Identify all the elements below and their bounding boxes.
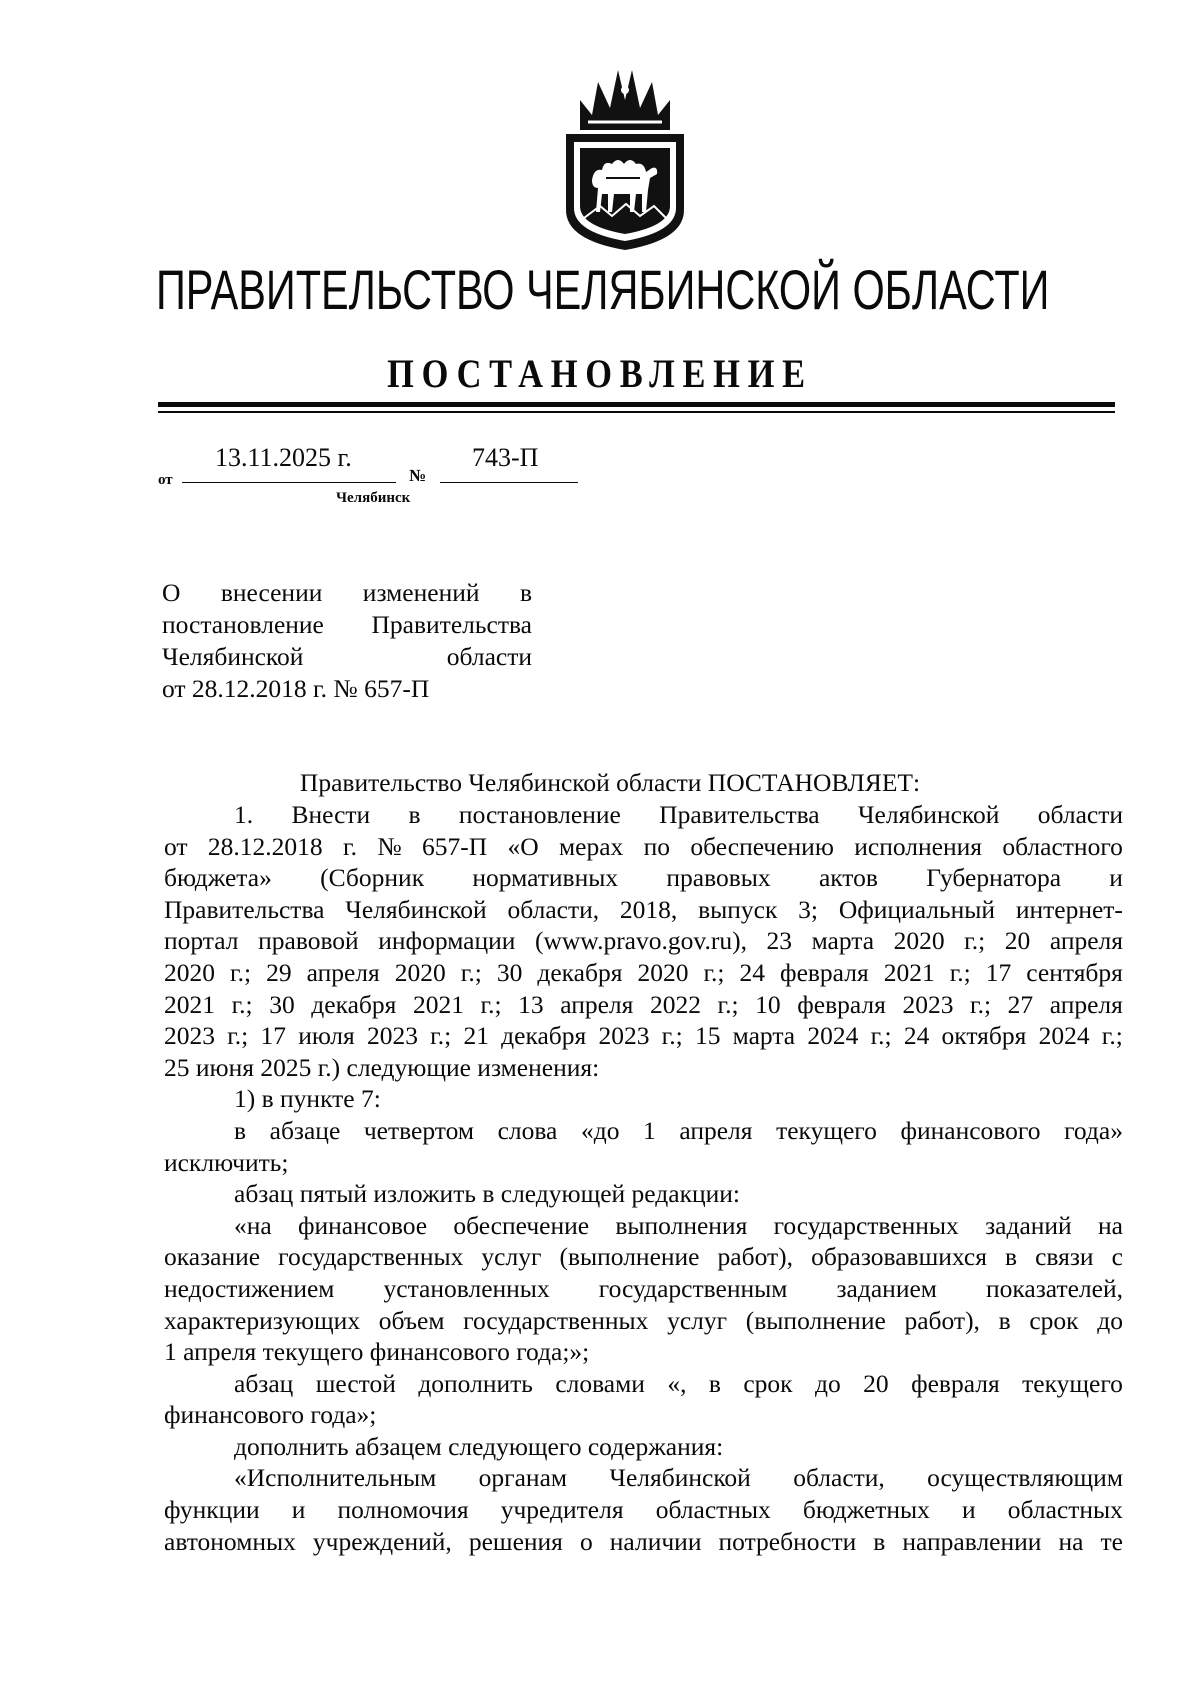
body-word: на bbox=[1097, 1210, 1123, 1240]
body-line-text: исключить; bbox=[164, 1147, 289, 1177]
body-word: апреля bbox=[679, 1115, 753, 1145]
body-word: г.; bbox=[1101, 1021, 1123, 1051]
body-word: апреля bbox=[1049, 926, 1123, 956]
body-line bbox=[164, 1494, 1123, 1526]
body-word: Челябинской bbox=[609, 1463, 751, 1493]
document-city: Челябинск bbox=[336, 490, 411, 506]
body-word: декабря bbox=[311, 989, 397, 1019]
body-word: постановление bbox=[458, 800, 621, 829]
body-word: связи bbox=[1035, 1242, 1094, 1272]
body-word: показателей, bbox=[986, 1273, 1123, 1303]
header-divider-thin bbox=[158, 411, 1115, 413]
subject-line bbox=[162, 641, 532, 673]
body-word: апреля bbox=[306, 957, 380, 987]
body-line-text: 1) в пункте 7: bbox=[234, 1084, 381, 1114]
body-word: выполнения bbox=[615, 1210, 748, 1240]
body-word: 17 bbox=[260, 1021, 286, 1051]
body-word: потребности bbox=[718, 1526, 857, 1556]
subject-word: внесении bbox=[220, 578, 323, 607]
body-word: слова bbox=[497, 1115, 558, 1145]
body-line bbox=[164, 1147, 1123, 1179]
body-word: оказание bbox=[164, 1242, 261, 1272]
body-word: четвертом bbox=[363, 1115, 474, 1145]
body-word: нормативных bbox=[472, 863, 619, 893]
body-word: (www.pravo.gov.ru), bbox=[534, 926, 747, 956]
body-word: (выполнение bbox=[745, 1305, 886, 1335]
body-word: полномочия bbox=[337, 1495, 469, 1525]
body-line bbox=[164, 1368, 1123, 1400]
body-word: Челябинской bbox=[345, 894, 487, 924]
body-line bbox=[164, 1305, 1123, 1337]
body-word: «до bbox=[580, 1115, 620, 1145]
body-word: апреля bbox=[1049, 989, 1123, 1019]
body-word: характеризующих bbox=[164, 1305, 361, 1335]
body-word: области bbox=[1037, 800, 1123, 829]
body-word: государственных bbox=[463, 1305, 649, 1335]
body-word: февраля bbox=[797, 989, 886, 1019]
body-line bbox=[164, 1210, 1123, 1242]
body-word: г.; bbox=[870, 1021, 892, 1051]
body-word: от bbox=[164, 831, 188, 861]
body-word: февраля bbox=[911, 1368, 1000, 1398]
date-label: от bbox=[158, 472, 173, 488]
body-word: г. bbox=[343, 831, 357, 861]
body-word: те bbox=[1100, 1526, 1123, 1556]
body-word: обеспечению bbox=[690, 831, 834, 861]
body-word: «на bbox=[234, 1210, 272, 1240]
body-word: до bbox=[1097, 1305, 1123, 1335]
body-word: портал bbox=[164, 926, 239, 956]
body-word: г.; bbox=[964, 926, 986, 956]
body-word: июля bbox=[298, 1021, 355, 1051]
body-word: 657-П bbox=[422, 831, 488, 861]
body-word: решения bbox=[468, 1526, 563, 1556]
body-word: функции bbox=[164, 1495, 260, 1525]
body-line bbox=[164, 1052, 1123, 1084]
body-word: 2020 bbox=[394, 957, 446, 987]
body-word: № bbox=[377, 831, 402, 861]
body-word: г.; bbox=[227, 1021, 249, 1051]
subject-word: О bbox=[162, 578, 181, 607]
body-word: 10 bbox=[755, 989, 781, 1019]
body-line-text: 25 июня 2025 г.) следующие изменения: bbox=[164, 1052, 600, 1082]
body-word: финансового bbox=[900, 1115, 1041, 1145]
body-line bbox=[164, 1241, 1123, 1273]
body-line bbox=[164, 925, 1123, 957]
body-word: государственных bbox=[278, 1242, 464, 1272]
body-word: 2021 bbox=[412, 989, 464, 1019]
body-word: 2020 bbox=[637, 957, 689, 987]
body-word: по bbox=[643, 831, 671, 861]
number-label: № bbox=[409, 466, 427, 485]
body-word: 17 bbox=[985, 957, 1012, 987]
body-word: 21 bbox=[463, 1021, 489, 1051]
body-word: и bbox=[291, 1495, 306, 1525]
body-line-text: финансового года»; bbox=[164, 1400, 377, 1430]
body-word: 2020 bbox=[164, 957, 215, 987]
body-word: информации bbox=[378, 926, 516, 956]
body-word: 2021 bbox=[883, 957, 935, 987]
body-word: финансовое bbox=[297, 1210, 428, 1240]
subject-line bbox=[162, 577, 532, 609]
body-word: декабря bbox=[501, 1021, 587, 1051]
body-word: автономных bbox=[164, 1526, 296, 1556]
body-word: на bbox=[1058, 1526, 1084, 1556]
body-word: до bbox=[815, 1368, 841, 1398]
body-line bbox=[164, 989, 1123, 1021]
body-word: направлении bbox=[902, 1526, 1042, 1556]
body-word: Внести bbox=[291, 800, 371, 829]
body-line bbox=[164, 1178, 1123, 1210]
body-word: выпуск bbox=[698, 894, 778, 924]
body-line bbox=[164, 957, 1123, 989]
preamble bbox=[0, 767, 1200, 799]
body-word: в bbox=[234, 1115, 247, 1145]
number-underline bbox=[440, 482, 578, 483]
body-word: г.; bbox=[430, 1021, 452, 1051]
body-word: Правительства bbox=[164, 894, 325, 924]
body-word: образовавшихся bbox=[811, 1242, 987, 1272]
subject-word: области bbox=[446, 642, 532, 671]
body-word: области, bbox=[507, 894, 600, 924]
body-word: 1. bbox=[234, 800, 254, 829]
body-word: услуг bbox=[481, 1242, 542, 1272]
body-word: актов bbox=[818, 863, 878, 893]
body-word: работ), bbox=[717, 1242, 794, 1272]
body-word: услуг bbox=[667, 1305, 728, 1335]
body-word: с bbox=[1111, 1242, 1123, 1272]
body-word: Челябинской bbox=[857, 800, 1000, 829]
body-word: года» bbox=[1064, 1115, 1123, 1145]
body-word: обеспечение bbox=[453, 1210, 590, 1240]
body-word: 20 bbox=[1004, 926, 1031, 956]
body-word: интернет- bbox=[1015, 894, 1123, 924]
body-word: 29 bbox=[266, 957, 292, 987]
body-word: г.; bbox=[703, 957, 725, 987]
body-word: объем bbox=[378, 1305, 445, 1335]
body-word: 30 bbox=[269, 989, 295, 1019]
body-word: (Сборник bbox=[320, 863, 425, 893]
body-word: 2020 bbox=[893, 926, 945, 956]
body-word: Официальный bbox=[838, 894, 996, 924]
subject-word: Правительства bbox=[371, 610, 532, 639]
body-word: срок bbox=[743, 1368, 793, 1398]
body-word: абзац bbox=[234, 1368, 294, 1398]
body-line bbox=[164, 862, 1123, 894]
body-word: 30 bbox=[496, 957, 523, 987]
body-word: работ), bbox=[904, 1305, 980, 1335]
body-word: г.; bbox=[460, 957, 482, 987]
body-word: в bbox=[1004, 1242, 1018, 1272]
body-word: Губернатора bbox=[926, 863, 1062, 893]
body-word: г.; bbox=[230, 957, 252, 987]
subject-word: Челябинской bbox=[162, 642, 304, 671]
body-word: декабря bbox=[537, 957, 623, 987]
body-line bbox=[164, 894, 1123, 926]
body-line bbox=[164, 1115, 1123, 1147]
body-word: 2023 bbox=[902, 989, 954, 1019]
body-word: и bbox=[1109, 863, 1123, 893]
body-word: абзаце bbox=[269, 1115, 341, 1145]
body-word: в bbox=[998, 1305, 1011, 1335]
body-word: государственных bbox=[773, 1210, 959, 1240]
body-word: г.; bbox=[480, 989, 502, 1019]
body-line bbox=[164, 1399, 1123, 1431]
subject-line bbox=[162, 673, 532, 705]
body-word: заданием bbox=[836, 1273, 937, 1303]
body-word: сентября bbox=[1026, 957, 1123, 987]
body-word: бюджета» bbox=[164, 863, 272, 893]
date-underline bbox=[182, 482, 396, 483]
body-word: в bbox=[408, 800, 421, 829]
header-divider-thick bbox=[158, 402, 1115, 407]
body-word: 1 bbox=[643, 1115, 656, 1145]
body-word: мерах bbox=[559, 831, 624, 861]
body-line bbox=[164, 1273, 1123, 1305]
body-word: 2018, bbox=[619, 894, 678, 924]
body-line bbox=[164, 831, 1123, 863]
body-line bbox=[164, 1083, 1123, 1115]
body-word: государственным bbox=[598, 1273, 788, 1303]
body-word: г.; bbox=[970, 989, 992, 1019]
document-subject bbox=[162, 577, 532, 705]
body-word: «Исполнительным bbox=[234, 1463, 437, 1493]
body-word: дополнить bbox=[418, 1368, 533, 1398]
body-word: 2022 bbox=[649, 989, 701, 1019]
body-word: 23 bbox=[766, 926, 793, 956]
subject-word: изменений bbox=[362, 578, 480, 607]
body-word: органам bbox=[478, 1463, 568, 1493]
subject-word: постановление bbox=[162, 610, 324, 639]
body-line bbox=[164, 799, 1123, 831]
body-word: в bbox=[708, 1368, 721, 1398]
body-word: осуществляющим bbox=[927, 1463, 1123, 1493]
body-line bbox=[164, 1336, 1123, 1368]
subject-word: от 28.12.2018 г. № 657-П bbox=[162, 674, 430, 703]
body-word: области, bbox=[793, 1463, 885, 1493]
document-date: 13.11.2025 г. bbox=[215, 443, 352, 472]
chelyabinsk-coat-of-arms-icon bbox=[560, 60, 690, 252]
body-word: областных bbox=[1007, 1495, 1123, 1525]
body-word: правовой bbox=[258, 926, 359, 956]
body-word: марта bbox=[732, 1021, 796, 1051]
document-body bbox=[164, 799, 1123, 1557]
body-word: Правительства bbox=[659, 800, 820, 829]
body-word: правовых bbox=[666, 863, 771, 893]
subject-line bbox=[162, 609, 532, 641]
body-word: 2023 bbox=[164, 1021, 215, 1051]
body-word: г.; bbox=[949, 957, 971, 987]
body-word: областных bbox=[655, 1495, 771, 1525]
body-word: словами bbox=[555, 1368, 645, 1398]
body-word: 24 bbox=[739, 957, 766, 987]
body-word: апреля bbox=[560, 989, 634, 1019]
document-type: ПОСТАНОВЛЕНИЕ bbox=[387, 351, 813, 396]
body-word: 2023 bbox=[366, 1021, 418, 1051]
body-word: исполнения bbox=[854, 831, 982, 861]
body-word: 2023 bbox=[598, 1021, 650, 1051]
body-word: шестой bbox=[315, 1368, 396, 1398]
preamble-text: Правительство Челябинской области ПОСТАНОВЛЯЕТ: bbox=[299, 768, 921, 797]
body-word: учреждений, bbox=[312, 1526, 452, 1556]
body-word: о bbox=[579, 1526, 593, 1556]
body-word: 3; bbox=[798, 894, 819, 924]
body-word: установленных bbox=[383, 1273, 550, 1303]
body-word: г.; bbox=[717, 989, 739, 1019]
body-word: 15 bbox=[694, 1021, 721, 1051]
body-line-text: абзац пятый изложить в следующей редакции: bbox=[234, 1179, 740, 1209]
body-word: 28.12.2018 bbox=[207, 831, 323, 861]
body-word: бюджетных bbox=[802, 1495, 930, 1525]
body-word: февраля bbox=[780, 957, 869, 987]
body-word: 2024 bbox=[807, 1021, 859, 1051]
body-word: учредителя bbox=[500, 1495, 624, 1525]
document-number: 743-П bbox=[472, 443, 539, 472]
body-word: заданий bbox=[985, 1210, 1072, 1240]
body-word: 13 bbox=[518, 989, 544, 1019]
body-word: в bbox=[873, 1526, 886, 1556]
body-word: текущего bbox=[776, 1115, 877, 1145]
subject-word: в bbox=[519, 578, 532, 607]
body-line-text: дополнить абзацем следующего содержания: bbox=[234, 1431, 724, 1461]
organization-title: ПРАВИТЕЛЬСТВО ЧЕЛЯБИНСКОЙ ОБЛАСТИ bbox=[156, 258, 1050, 321]
body-word: текущего bbox=[1022, 1368, 1123, 1398]
body-word: срок bbox=[1029, 1305, 1079, 1335]
body-line bbox=[164, 1020, 1123, 1052]
body-word: недостижением bbox=[164, 1273, 335, 1303]
body-word: (выполнение bbox=[559, 1242, 700, 1272]
body-word: г.; bbox=[231, 989, 253, 1019]
body-word: г.; bbox=[661, 1021, 683, 1051]
body-word: 20 bbox=[863, 1368, 889, 1398]
body-word: 27 bbox=[1007, 989, 1034, 1019]
body-word: областного bbox=[1002, 831, 1123, 861]
body-word: «О bbox=[507, 831, 539, 861]
body-word: наличии bbox=[609, 1526, 702, 1556]
body-line bbox=[164, 1431, 1123, 1463]
body-word: марта bbox=[811, 926, 875, 956]
body-line bbox=[164, 1526, 1123, 1558]
body-word: и bbox=[962, 1495, 976, 1525]
body-line-text: 1 апреля текущего финансового года;»; bbox=[164, 1337, 590, 1367]
body-word: октября bbox=[941, 1021, 1027, 1051]
body-word: 2024 bbox=[1038, 1021, 1090, 1051]
body-word: 2021 bbox=[164, 989, 215, 1019]
body-word: 24 bbox=[903, 1021, 930, 1051]
body-line bbox=[164, 1462, 1123, 1494]
body-word: «, bbox=[667, 1368, 687, 1398]
